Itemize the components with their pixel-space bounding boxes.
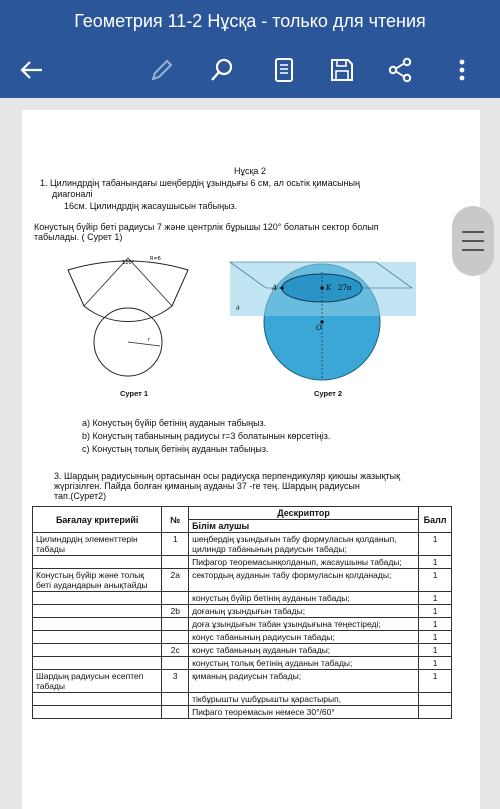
score-cell: 1: [419, 556, 452, 569]
table-row: [33, 592, 452, 605]
score-cell: 1: [419, 592, 452, 605]
figure-1-cone-net: [64, 248, 192, 380]
fig2-plane-label: ∂: [236, 304, 240, 312]
more-options-button[interactable]: [442, 50, 482, 90]
descriptor-cell: тікбұрышты үшбұрышты қарастырып,: [189, 693, 419, 706]
table-row: [33, 618, 452, 631]
score-cell: 1: [419, 618, 452, 631]
question-2-line-1: Конустың бүйір беті радиусы 7 және центрлік бұрышы 120° болатын сектор болып: [34, 222, 379, 232]
fig2-point-k: K: [326, 284, 332, 292]
number-cell: 3: [162, 670, 189, 693]
fig1-angle-label: 120°: [122, 260, 135, 266]
question-3-line-1: 3. Шардың радиусының ортасынан осы радиусқа перпендикуляр қиюшы жазықтық: [54, 471, 401, 481]
descriptor-cell: сектордың ауданын табу формуласын қолданады;: [189, 569, 419, 592]
question-3-line-3: тап.(Сурет2): [54, 491, 107, 501]
fig2-area-label: 27π: [338, 284, 352, 292]
header-number: №: [162, 507, 189, 533]
criteria-cell: [33, 631, 162, 644]
figure-2-caption: Сурет 2: [314, 389, 343, 398]
score-cell: [419, 693, 452, 706]
descriptor-cell: Пифагор теоремасынқолданып, жасаушыны табады;: [189, 556, 419, 569]
number-cell: [162, 693, 189, 706]
score-cell: 1: [419, 644, 452, 657]
criteria-cell: Цилиндрдің элементтерін табады: [33, 533, 162, 556]
score-cell: 1: [419, 631, 452, 644]
more-vertical-icon: [448, 56, 476, 84]
table-row: [33, 631, 452, 644]
number-cell: 2a: [162, 569, 189, 592]
criteria-cell: [33, 693, 162, 706]
table-row: [33, 569, 452, 592]
variant-heading: Нұсқа 2: [234, 166, 266, 176]
figure-1-caption: Сурет 1: [120, 389, 149, 398]
task-b: b) Конустың табанының радиусы r=3 болатынын көрсетіңіз.: [82, 431, 331, 441]
figure-2-sphere-section: [226, 258, 416, 382]
grading-table: [32, 506, 452, 719]
descriptor-cell: доға ұзындығын табан ұзындығына теңестіреді;: [189, 618, 419, 631]
question-1-line-2: диагоналі: [52, 189, 93, 199]
criteria-cell: Шардың радиусын есептеп табады: [33, 670, 162, 693]
fig1-r-label: r: [148, 337, 151, 343]
criteria-cell: [33, 592, 162, 605]
window-title: Геометрия 11-2 Нұсқа - только для чтения: [74, 10, 426, 31]
table-row: [33, 670, 452, 693]
descriptor-cell: конус табанының ауданын табады;: [189, 644, 419, 657]
document-icon: [270, 56, 298, 84]
descriptor-cell: конус табанының радиусын табады;: [189, 631, 419, 644]
table-header-row: [33, 507, 452, 520]
descriptor-cell: қиманың радиусын табады;: [189, 670, 419, 693]
number-cell: [162, 592, 189, 605]
criteria-cell: Конустың бүйір және толық беті аудандарын анықтайды: [33, 569, 162, 592]
descriptor-cell: конустың толық бетінің ауданын табады;: [189, 657, 419, 670]
score-cell: 1: [419, 533, 452, 556]
question-1-line-1: 1. Цилиндрдің табанындағы шеңбердің ұзындығы 6 см, ал осьтік қимасының: [40, 178, 360, 188]
table-row: [33, 657, 452, 670]
task-a: a) Конустың бүйір бетінің ауданын табыңыз.: [82, 418, 267, 428]
number-cell: 1: [162, 533, 189, 556]
search-icon: [208, 56, 236, 84]
table-row: [33, 693, 452, 706]
share-button[interactable]: [380, 50, 420, 90]
table-row: [33, 605, 452, 618]
read-mode-button[interactable]: [264, 50, 304, 90]
number-cell: [162, 706, 189, 719]
number-cell: [162, 631, 189, 644]
number-cell: [162, 657, 189, 670]
question-1-line-3: 16см. Цилиндрдің жасаушысын табыңыз.: [64, 201, 238, 211]
descriptor-cell: конустың бүйір бетінің ауданын табады;: [189, 592, 419, 605]
header-descriptor: Дескриптор: [189, 507, 419, 520]
back-button[interactable]: [12, 50, 52, 90]
number-cell: 2b: [162, 605, 189, 618]
task-c: c) Конустың толық бетінің ауданын табыңыз.: [82, 444, 269, 454]
fig1-radius-label: R=6: [150, 256, 161, 262]
arrow-left-icon: [18, 56, 46, 84]
edit-button[interactable]: [142, 50, 182, 90]
document-viewport[interactable]: [0, 98, 500, 809]
score-cell: [419, 706, 452, 719]
descriptor-cell: доғаның ұзындығын табады;: [189, 605, 419, 618]
share-icon: [386, 56, 414, 84]
pencil-icon: [148, 56, 176, 84]
criteria-cell: [33, 605, 162, 618]
header-score: Балл: [419, 507, 452, 533]
fig2-point-a: A: [272, 284, 278, 292]
question-2-line-2: табылады. ( Сурет 1): [34, 232, 123, 242]
scrollbar-thumb[interactable]: [452, 206, 494, 276]
number-cell: [162, 556, 189, 569]
floppy-disk-icon: [328, 56, 356, 84]
descriptor-cell: шеңбердің ұзындығын табу формуласын қолданып, цилиндр табанының радиусын табады;: [189, 533, 419, 556]
criteria-cell: [33, 706, 162, 719]
fig2-point-o: O: [316, 324, 322, 332]
grading-table-body: [33, 533, 452, 719]
score-cell: 1: [419, 569, 452, 592]
descriptor-cell: Пифаго теоремасын немесе 30°/60°: [189, 706, 419, 719]
score-cell: 1: [419, 605, 452, 618]
score-cell: 1: [419, 670, 452, 693]
score-cell: 1: [419, 657, 452, 670]
criteria-cell: [33, 556, 162, 569]
toolbar: [0, 42, 500, 98]
window-title-bar: [0, 0, 500, 42]
criteria-cell: [33, 644, 162, 657]
table-row: [33, 706, 452, 719]
question-3-line-2: жүргізілген. Пайда болған қиманың ауданы 37 -ге тең. Шардың радиусын: [54, 481, 360, 491]
criteria-cell: [33, 657, 162, 670]
save-button[interactable]: [322, 50, 362, 90]
number-cell: 2c: [162, 644, 189, 657]
search-button[interactable]: [202, 50, 242, 90]
header-learner: Білім алушы: [189, 520, 419, 533]
table-row: [33, 533, 452, 556]
table-row: [33, 644, 452, 657]
header-criteria: Бағалау критерийі: [33, 507, 162, 533]
criteria-cell: [33, 618, 162, 631]
table-row: [33, 556, 452, 569]
number-cell: [162, 618, 189, 631]
